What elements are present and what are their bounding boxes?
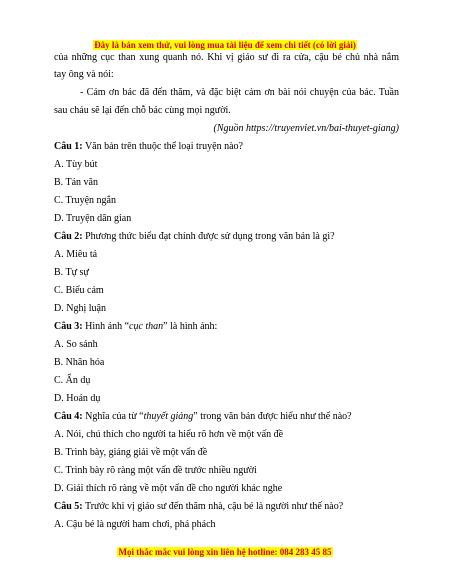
passage-source: (Nguồn https://truyenviet.vn/bai-thuyet-giang) [213,123,399,134]
passage-line: sau cháu sẽ lại đến chỗ bác cùng mọi người. [54,105,231,116]
option: D. Giải thích rõ ràng về một vấn đề cho người khác nghe [54,483,283,494]
option: B. Tản văn [54,177,98,188]
option: D. Nghị luận [54,303,106,314]
option: B. Trình bày, giảng giải về một vấn đề [54,447,208,458]
preview-banner-text: Đây là bản xem thử, vui lòng mua tài liệu để xem chi tiết (có lời giải) [94,40,356,50]
option: C. Ẩn dụ [54,375,91,386]
option: C. Biểu cảm [54,285,104,296]
question-label: Câu 1: [54,141,83,152]
hotline-banner-text: Mọi thắc mắc vui lòng xin liên hệ hotline: 084 283 45 85 [118,547,332,557]
question-5 [54,501,343,513]
question-text: Hình ảnh “ [85,321,130,332]
option: B. Tự sự [54,267,89,278]
question-2 [54,231,335,243]
option: A. Nói, chú thích cho người ta hiểu rõ hơn về một vấn đề [54,429,284,440]
option: C. Truyện ngắn [54,195,116,206]
question-emphasis: cục than [129,321,164,332]
question-text: ” là hình ảnh: [163,321,218,332]
question-label: Câu 4: [54,411,83,422]
question-4 [54,411,352,423]
option: A. Miêu tả [54,249,98,260]
question-text: Nghĩa của từ “ [85,411,144,422]
question-label: Câu 3: [54,321,83,332]
question-3 [54,321,217,333]
option: B. Nhân hóa [54,357,105,368]
question-1 [54,141,243,153]
question-label: Câu 2: [54,231,83,242]
question-text: Văn bản trên thuộc thể loại truyện nào? [84,141,243,152]
option: A. So sánh [54,339,98,350]
passage-line: - Cảm ơn bác đã đến thăm, và đặc biệt cảm ơn bài nói chuyện của bác. Tuần [80,87,399,98]
option: A. Cậu bé là người ham chơi, phá phách [54,519,216,530]
preview-banner [0,40,450,50]
option: C. Trình bày rõ ràng một vấn đề trước nhiều người [54,465,257,476]
option: D. Truyện dân gian [54,213,132,224]
question-text: Trước khi vị giáo sư đến thăm nhà, cậu bé là người như thế nào? [84,501,344,512]
passage-line: của những cục than xung quanh nó. Khi vị giáo sư đi ra cửa, cậu bé chủ nhà nắm [54,52,399,63]
question-text: ” trong văn bản được hiểu như thế nào? [193,411,352,422]
hotline-banner [0,547,450,557]
passage-line: tay ông và nói: [54,69,114,80]
option: D. Hoán dụ [54,393,101,404]
option: A. Tùy bút [54,159,98,170]
question-label: Câu 5: [54,501,83,512]
question-emphasis: thuyết giảng [143,411,194,422]
question-text: Phương thức biểu đạt chính được sử dụng trong văn bản là gì? [85,231,335,242]
